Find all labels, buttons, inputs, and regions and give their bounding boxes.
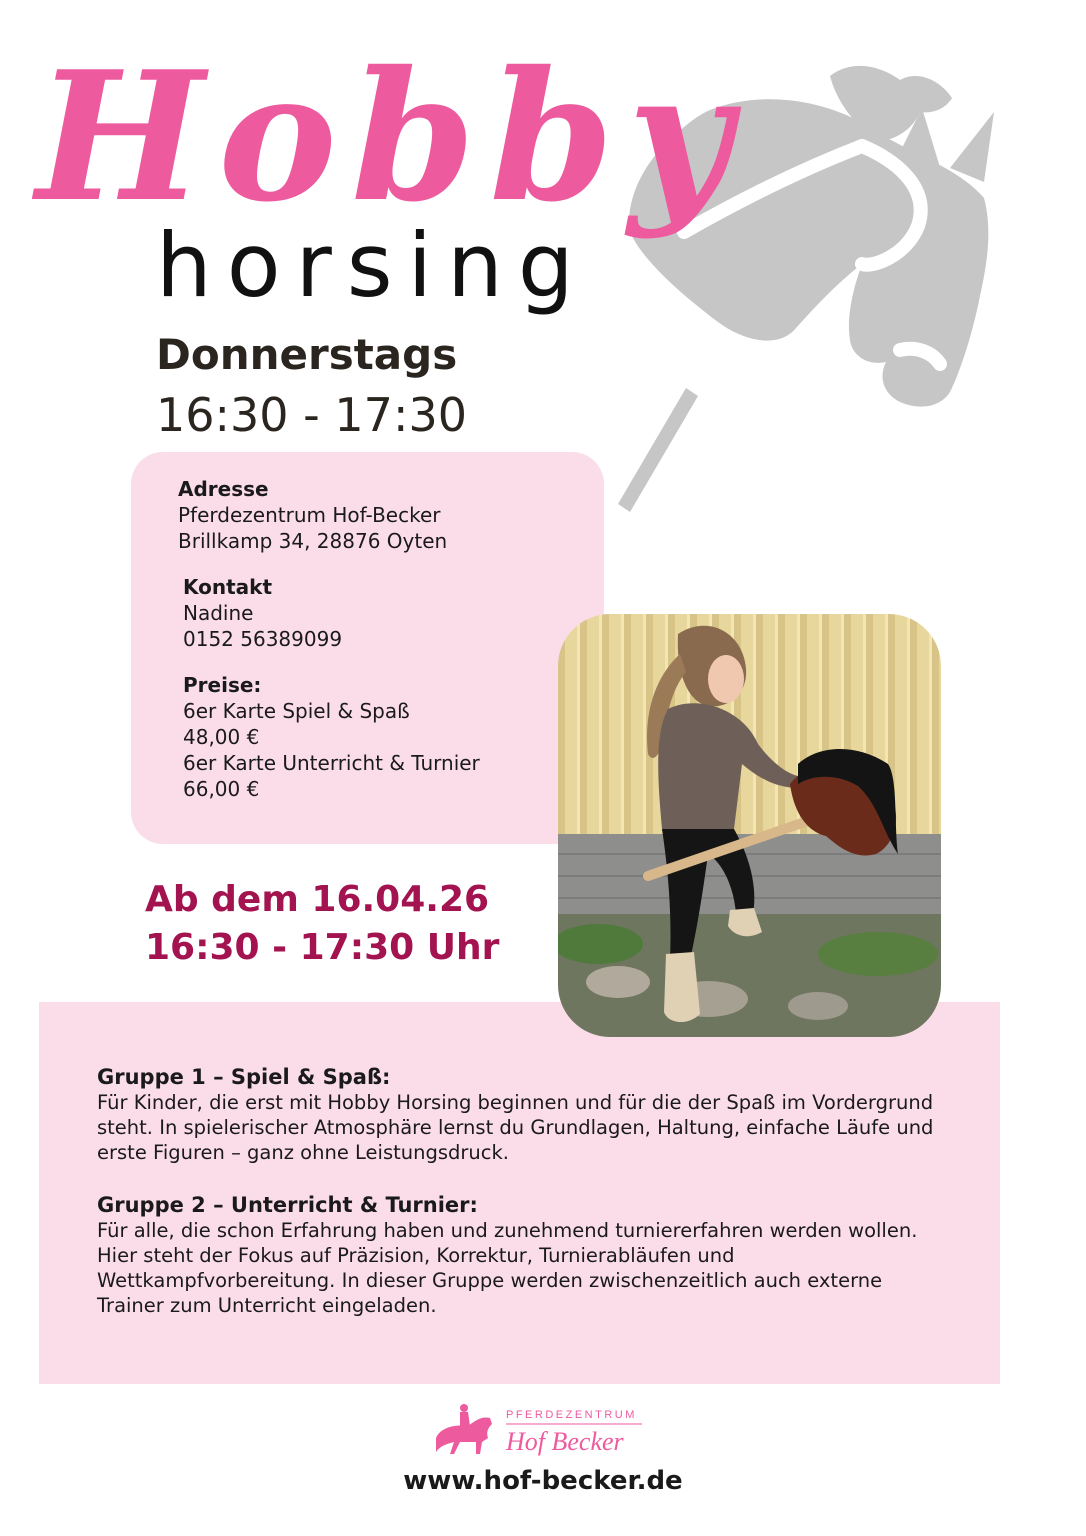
title-hobby: Hobby <box>36 32 746 241</box>
group-text-line: Hier steht der Fokus auf Präzision, Korrektur, Turnierabläufen und <box>97 1244 735 1267</box>
group-heading: Gruppe 1 – Spiel & Spaß: <box>97 1065 391 1089</box>
start-time: 16:30 - 17:30 Uhr <box>145 927 500 968</box>
photo-girl-with-hobby-horse <box>558 614 941 1037</box>
logo-name: Hof Becker <box>506 1427 624 1456</box>
group-2-description <box>97 1192 977 1318</box>
price-item: 6er Karte Spiel & Spaß <box>183 699 410 723</box>
hof-becker-logo <box>430 1398 646 1462</box>
group-text-line: erste Figuren – ganz ohne Leistungsdruck. <box>97 1141 509 1164</box>
prices-section <box>183 672 480 802</box>
address-heading: Adresse <box>178 477 269 501</box>
address-section <box>178 476 447 554</box>
info-panel <box>131 452 604 844</box>
group-text-line: Für Kinder, die erst mit Hobby Horsing beginnen und für die der Spaß im Vordergrund <box>97 1091 934 1114</box>
schedule-time: 16:30 - 17:30 <box>156 388 467 442</box>
start-date-block <box>145 876 499 972</box>
group-text-line: Für alle, die schon Erfahrung haben und zunehmend turniererfahren werden wollen. <box>97 1219 918 1242</box>
logo-top-text: PFERDEZENTRUM <box>506 1409 637 1421</box>
group-text-line: steht. In spielerischer Atmosphäre lernst du Grundlagen, Haltung, einfache Läufe und <box>97 1116 934 1139</box>
contact-heading: Kontakt <box>183 575 273 599</box>
group-text-line: Trainer zum Unterricht eingeladen. <box>97 1294 437 1317</box>
groups-panel <box>39 1002 1000 1384</box>
start-date: Ab dem 16.04.26 <box>145 879 490 920</box>
price-item: 6er Karte Unterricht & Turnier <box>183 751 480 775</box>
contact-section <box>183 574 342 652</box>
prices-heading: Preise: <box>183 673 262 697</box>
schedule-weekday: Donnerstags <box>156 330 458 379</box>
price-item: 66,00 € <box>183 777 260 801</box>
group-text-line: Wettkampfvorbereitung. In dieser Gruppe werden zwischenzeitlich auch externe <box>97 1269 883 1292</box>
address-line: Pferdezentrum Hof-Becker <box>178 503 441 527</box>
address-line: Brillkamp 34, 28876 Oyten <box>178 529 448 553</box>
dressage-rider-icon <box>436 1404 492 1454</box>
contact-name: Nadine <box>183 601 254 625</box>
title-horsing: horsing <box>156 214 589 317</box>
group-1-description <box>97 1064 977 1165</box>
group-heading: Gruppe 2 – Unterricht & Turnier: <box>97 1193 478 1217</box>
website-link[interactable]: www.hof-becker.de <box>403 1466 683 1496</box>
contact-phone[interactable]: 0152 56389099 <box>183 627 343 651</box>
price-item: 48,00 € <box>183 725 260 749</box>
